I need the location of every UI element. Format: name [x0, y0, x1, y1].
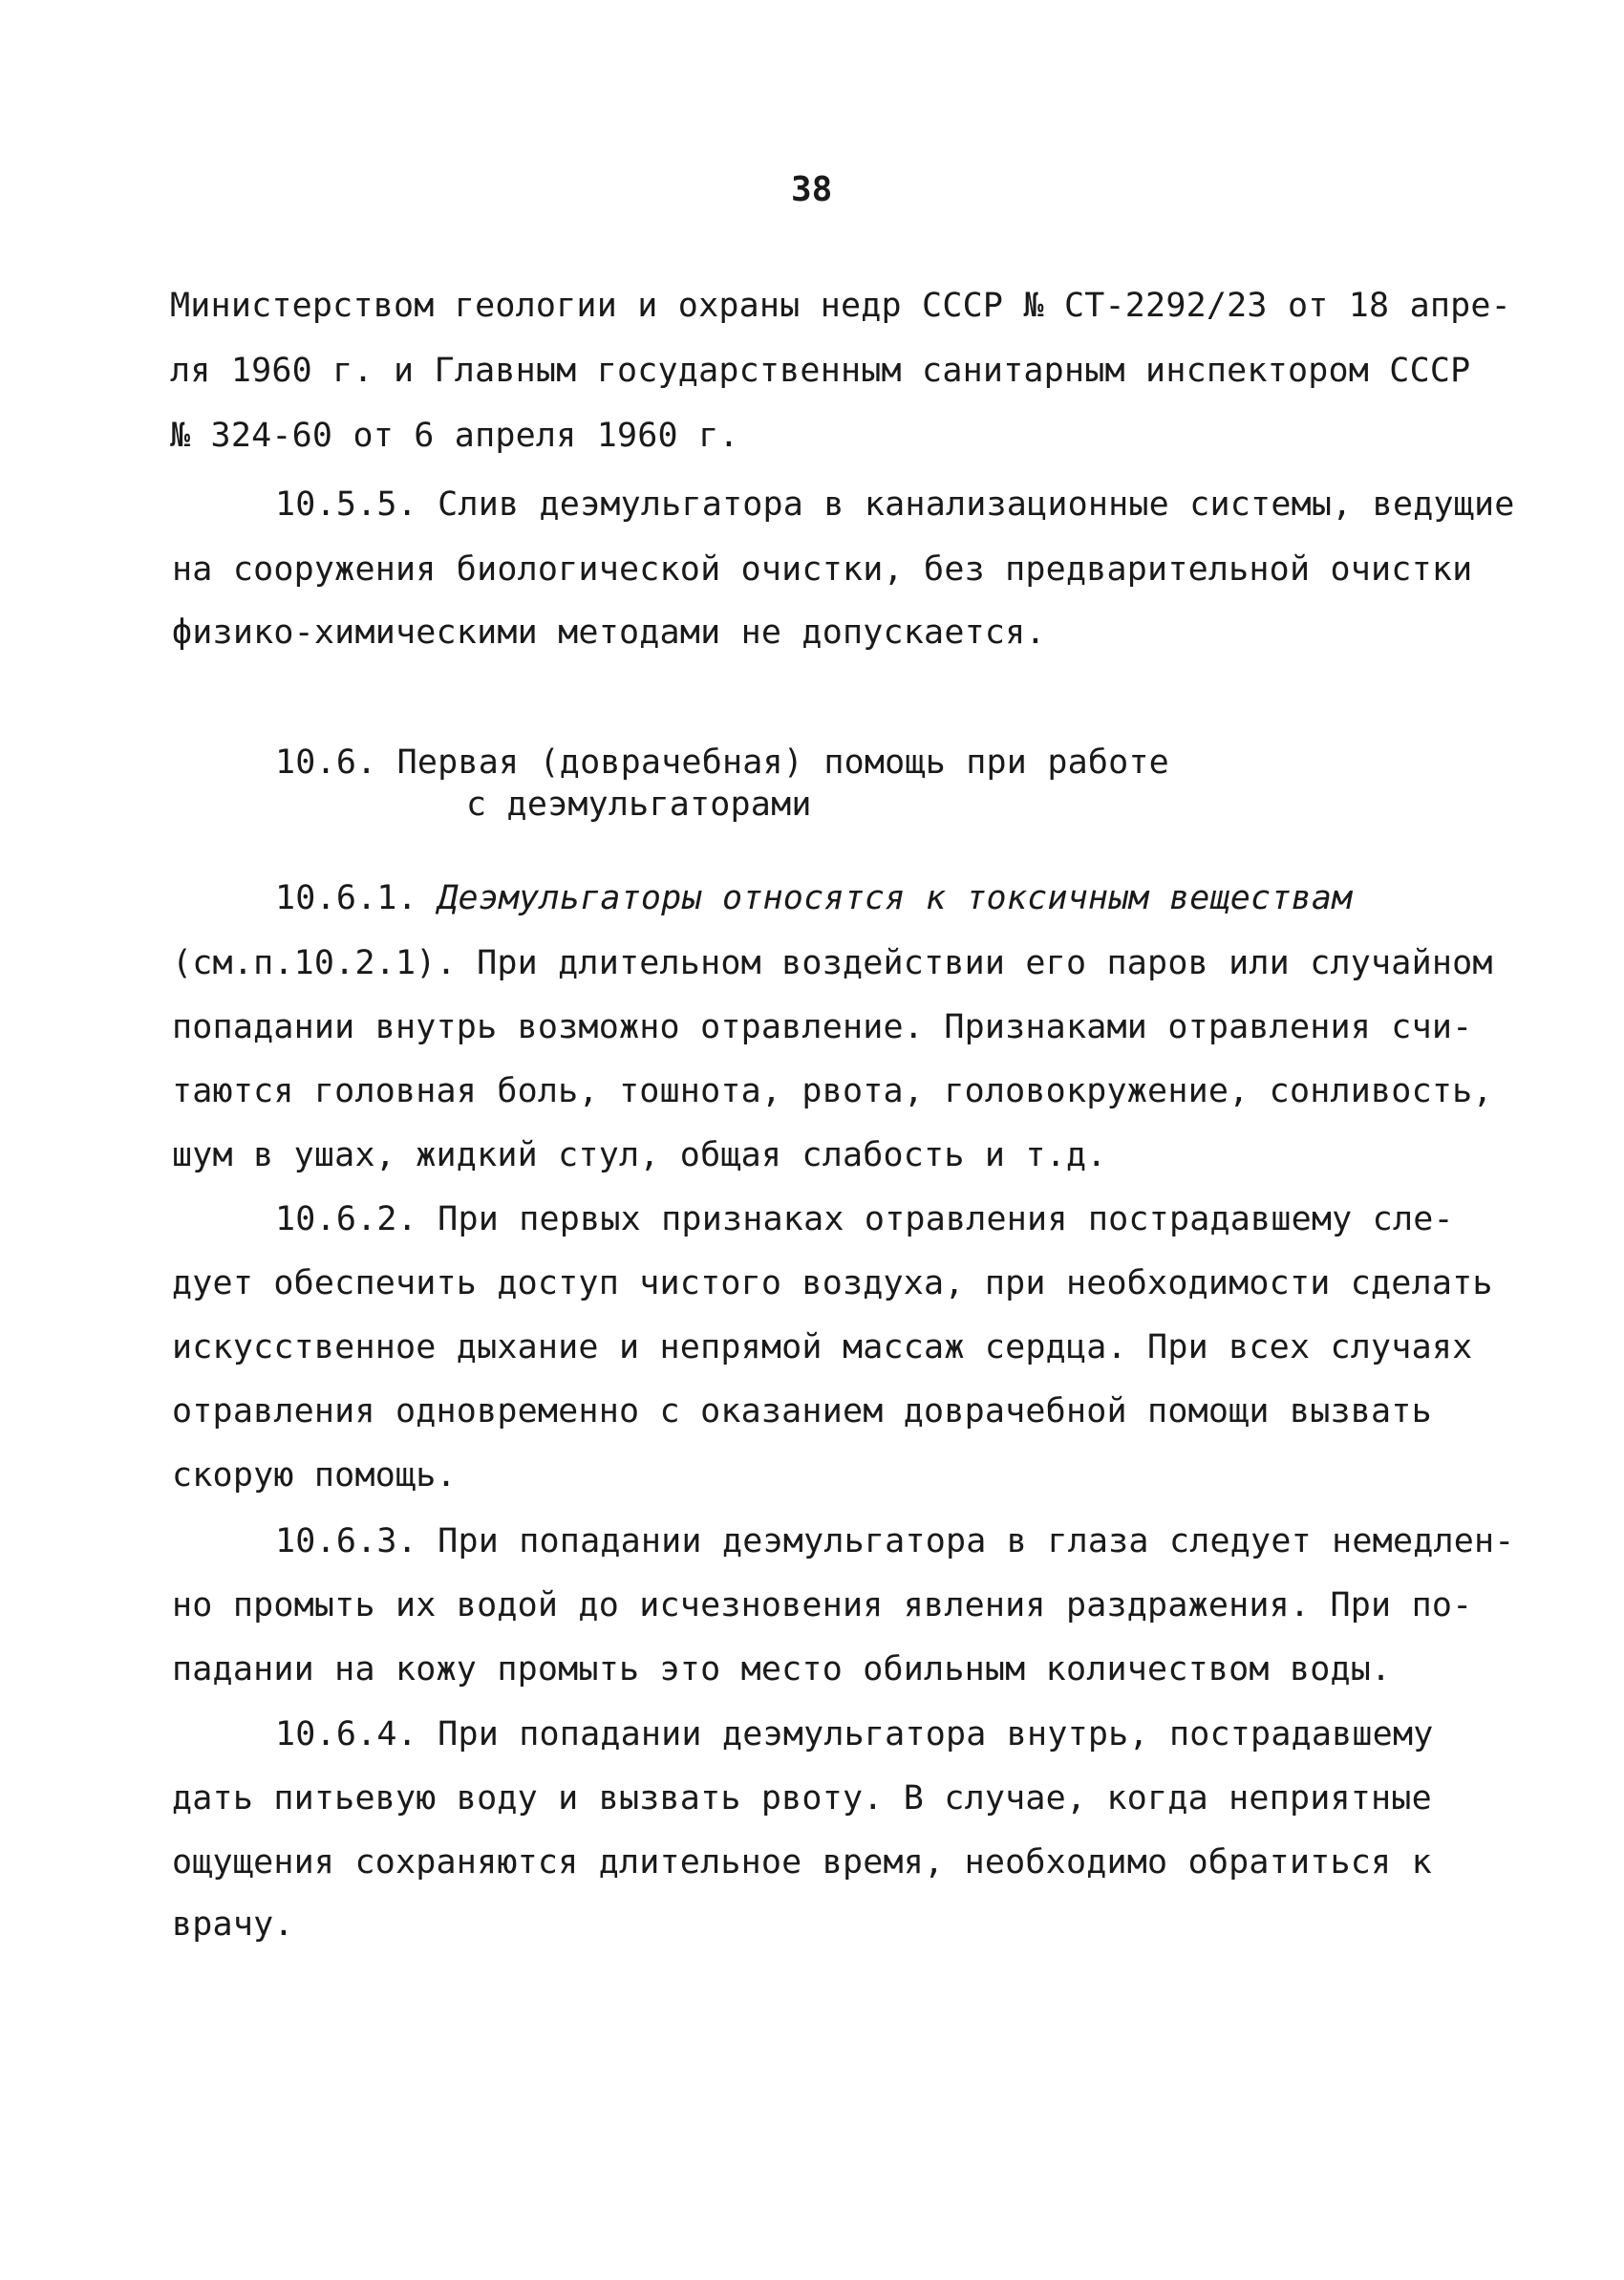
text-line: Министерством геологии и охраны недр СССР № СТ-2292/23 от 18 апре-: [170, 287, 1511, 325]
text-line: дует обеспечить доступ чистого воздуха, при необходимости сделать: [172, 1264, 1493, 1302]
text-line: на сооружения биологической очистки, без предварительной очистки: [172, 550, 1473, 589]
text-line: дать питьевую воду и вызвать рвоту. В случае, когда неприятные: [172, 1779, 1432, 1818]
paragraph-10-6-1-line: [275, 879, 1352, 917]
text-line: падании на кожу промыть это место обильным количеством воды.: [172, 1650, 1392, 1688]
text-line: таются головная боль, тошнота, рвота, головокружение, сонливость,: [172, 1072, 1493, 1110]
text-line: попадании внутрь возможно отравление. Признаками отравления счи-: [172, 1008, 1473, 1046]
text-line: № 324-60 от 6 апреля 1960 г.: [170, 417, 739, 455]
text-line: скорую помощь.: [172, 1456, 457, 1495]
text-line: искусственное дыхание и непрямой массаж сердца. При всех случаях: [172, 1328, 1473, 1366]
italic-text: Деэмульгаторы относятся к токсичным веществам: [438, 879, 1353, 917]
text-line: ля 1960 г. и Главным государственным санитарным инспектором СССР: [170, 352, 1471, 390]
text-line: ощущения сохраняются длительное время, необходимо обратиться к: [172, 1843, 1432, 1882]
paragraph-number: 10.6.1.: [275, 879, 417, 917]
paragraph-10-5-5-line: 10.5.5. Слив деэмульгатора в канализационные системы, ведущие: [275, 485, 1515, 524]
paragraph-10-6-3-line: 10.6.3. При попадании деэмульгатора в глаза следует немедлен-: [275, 1522, 1515, 1560]
paragraph-10-6-4-line: 10.6.4. При попадании деэмульгатора внутрь, пострадавшему: [275, 1715, 1434, 1753]
text-line: (см.п.10.2.1). При длительном воздействии его паров или случайном: [172, 944, 1493, 982]
paragraph-10-6-2-line: 10.6.2. При первых признаках отравления пострадавшему сле-: [275, 1200, 1454, 1238]
text-line: врачу.: [172, 1905, 294, 1944]
section-heading: 10.6. Первая (доврачебная) помощь при работе: [275, 743, 1169, 782]
text-line: шум в ушах, жидкий стул, общая слабость и т.д.: [172, 1136, 1107, 1174]
text-line: но промыть их водой до исчезновения явления раздражения. При по-: [172, 1586, 1473, 1624]
page-number: 38: [791, 170, 833, 209]
text-line: физико-химическими методами не допускается.: [172, 613, 1046, 652]
section-heading-continuation: с деэмульгаторами: [466, 785, 812, 824]
text-line: отравления одновременно с оказанием доврачебной помощи вызвать: [172, 1392, 1432, 1430]
